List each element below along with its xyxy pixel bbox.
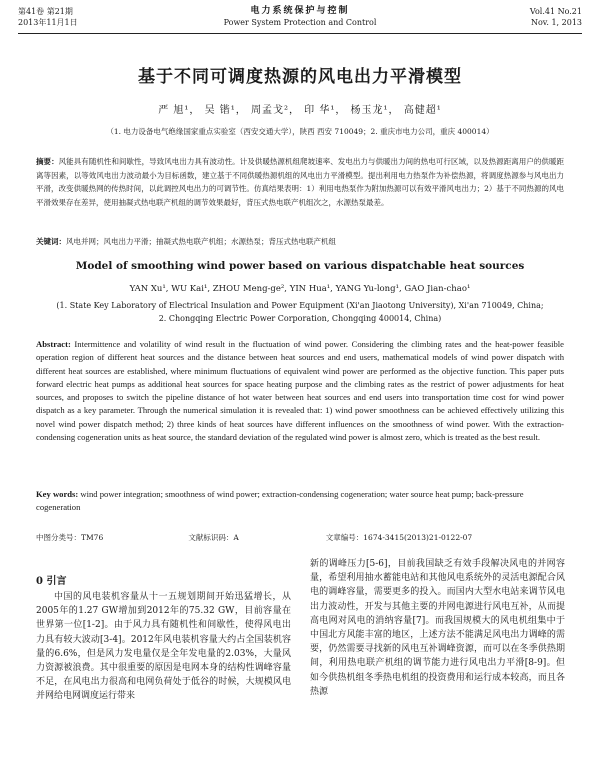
abstract-en [36,338,564,444]
clc-label: 中图分类号： [36,533,81,542]
header-date-en: Nov. 1, 2013 [530,18,582,27]
keywords-en-label: Key words: [36,489,79,499]
abstract-cn [36,155,564,209]
running-header [18,6,582,36]
header-rule [18,33,582,34]
paper-title-cn: 基于不同可调度热源的风电出力平滑模型 [138,67,462,87]
journal-name-cn: 电力系统保护与控制 [250,6,350,16]
section-heading-intro: 0 引言 [36,576,67,587]
keywords-cn [36,236,564,248]
doc-label: 文献标识码： [188,533,234,542]
header-right [530,6,582,28]
article-number-field [326,532,472,543]
keywords-en-text: wind power integration; smoothness of wind power; extraction-condensing cogeneration; water source heat pump; back-pressure cogeneration [36,489,524,513]
authors-en: YAN Xu¹, WU Kai¹, ZHOU Meng-ge², YIN Hua¹, YANG Yu-long¹, GAO Jian-chao¹ [129,284,471,294]
body-column-right [310,557,565,699]
header-volume-cn: 第41卷 第21期 [18,7,73,16]
intro-right-text: 新的调峰压力[5-6]，目前我国缺乏有效手段解决风电的并网容量，希望利用抽水蓄能电站和其他风电系统外的灵活电源配合风电的调峰容量，需要更多的投入。而国内大型水电站来调节风电出力波动性，开发与其他主要的并网电源进行风电互补，从而提高电网对风电的消纳容量[7]。而我国规模大的风电机组集中于中国北方风能丰富的地区，上述方法不能满足风电出力调峰的需要，仍然需要寻找新的风电互补调峰资源，而可以在冬季供热期间，利用热电联产机组的调节能力进行风电出力平滑[8-9]。但如今供热机组冬季热电机组的投资费用和运行成本较高，而且各热源 [310,559,565,697]
header-volume-en: Vol.41 No.21 [529,7,582,16]
clc-field [36,532,186,543]
intro-left-text: 中国的风电装机容量从十一五规划期间开始迅猛增长，从2005年的1.27 GW增加到2012年的75.32 GW，目前容量在世界第一位[1-2]。由于风力具有随机性和间歇性，使得风电出力具有较大波动[3-4]。2012年风电装机容量大约占全国装机容量的6.6%，但是风力发电量仅是全年发电量的2.03%，大量风力资源被浪费。其中很重要的原因是电网本身的结构性调峰容量不足，在风电出力很高和电网负荷处于低谷的时候，大规模风电并网给电网调度运行带来 [36,592,291,702]
affiliation-en-2: 2. Chongqing Electric Power Corporation, Chongqing 400014, China) [158,314,442,323]
authors-cn: 严 旭¹， 吴 锴¹， 周孟戈²， 印 华¹， 杨玉龙¹， 高健超¹ [158,105,442,116]
header-journal [18,6,582,28]
body-column-left [36,568,291,704]
affiliation-cn: （1. 电力设备电气绝缘国家重点实验室（西安交通大学），陕西 西安 710049；2. 重庆市电力公司，重庆 400014） [106,127,494,136]
doc-value: A [233,533,239,542]
affiliation-en [0,299,600,325]
article-meta [36,532,564,543]
clc-value: TM76 [81,533,104,542]
keywords-cn-label: 关键词： [36,237,66,246]
art-value: 1674-3415(2013)21-0122-07 [363,533,473,542]
abstract-en-label: Abstract: [36,339,71,349]
affiliation-en-1: (1. State Key Laboratory of Electrical Insulation and Power Equipment (Xi'an Jiaotong University), Xi'an 710049, China; [56,301,544,310]
abstract-cn-text: 风能具有随机性和间歇性，导致风电出力具有波动性。计及供暖热源机组爬坡速率、发电出力与供暖出力间的热电可行区域，以及热源距离用户的供暖距离等因素，以等效风电出力波动最小为目标函数，建立基于不同供暖热源机组的风电出力平滑模型。提出利用电力热泵作为补偿热源，将调度热源参与风电出力平滑，改变供暖热网的传热时间，以此调控风电出力的可调节性。仿真结果表明：1）利用电热泵作为附加热源可以有效平滑风电出力；2）基于不同热源的风电平滑效果存在差异，使用抽凝式热电联产机组的调节效果最好，背压式热电联产机组次之，水源热泵最差。 [36,157,565,207]
art-label: 文章编号： [325,533,364,542]
doc-code-field [188,532,323,543]
keywords-cn-text: 风电并网；风电出力平滑；抽凝式热电联产机组；水源热泵；背压式热电联产机组 [66,237,336,246]
keywords-en [36,488,564,515]
journal-name-en: Power System Protection and Control [223,18,377,27]
header-date-cn: 2013年11月1日 [18,18,78,27]
paper-title-en: Model of smoothing wind power based on various dispatchable heat sources [75,260,525,272]
abstract-en-text: Intermittence and volatility of wind result in the fluctuation of wind power. Considering the climbing rates and the heat-power feasible operation region of different heat sources and the distance between heat sources and end users, mathematical models of wind power dispatch with different heat sources are established, where minimum fluctuations of equivalent wind power are performed as the objective function. This paper puts forward electric heat pumps as additional heat sources for space heating purpose and the climbing rates as the restrict of power adjustments for heat sources, and proposes to switch the pipeline distance of hot water between heat sources and end users into transportation time cost for wind power dispatch as a key parameter. Through the numerical simulation it is revealed that: 1) wind power smoothness can be achieved effectively utilizing this novel wind power dispatch method; 2) three kinds of heat sources have different influences on the smoothness of wind power. With the extraction-condensing cogeneration units as heat source, the standard deviation of the regulated wind power is almost zero, which is treated as the best result. [36,339,565,443]
abstract-cn-label: 摘要： [36,157,59,166]
